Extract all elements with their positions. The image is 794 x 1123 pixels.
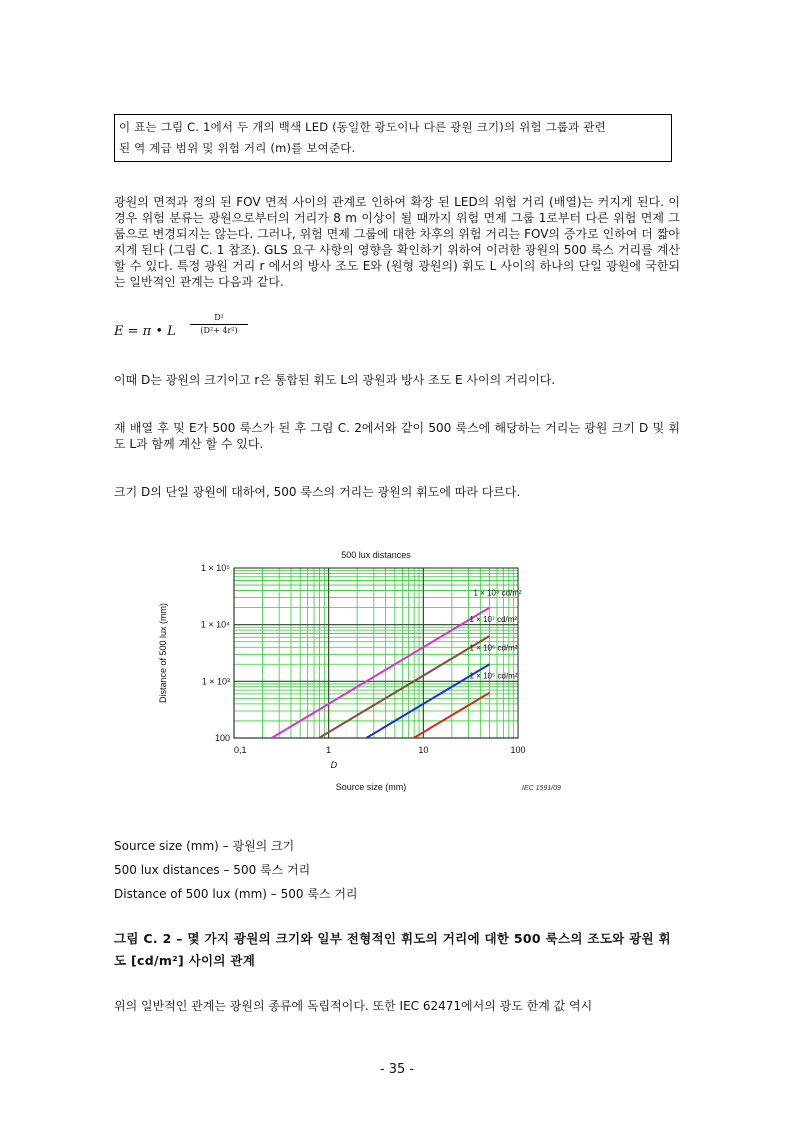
formula-numerator: D² bbox=[214, 313, 224, 322]
y-axis-label: Distance of 500 lux (mm) bbox=[158, 602, 168, 704]
term-line: Source size (mm) – 광원의 크기 bbox=[114, 839, 295, 853]
paragraph-definition: 이때 D는 광원의 크기이고 r은 통합된 휘도 L의 광원과 방사 조도 E 사이의 거리이다. bbox=[114, 373, 556, 387]
term-legend bbox=[114, 834, 358, 906]
page-number: - 35 - bbox=[379, 1062, 415, 1077]
y-tick-label: 1 × 10⁵ bbox=[200, 563, 230, 573]
series-label: 1 × 10⁷ cd/m² bbox=[469, 615, 518, 625]
x-tick-label: 100 bbox=[510, 745, 526, 755]
y-tick-label: 100 bbox=[214, 733, 230, 743]
note-line-2: 된 역 계급 범위 및 위험 거리 (m)를 보여준다. bbox=[119, 141, 356, 155]
x-tick-label: 1 bbox=[326, 745, 332, 755]
series-label: 1 × 10⁶ cd/m² bbox=[469, 643, 518, 653]
formula-denominator: (D²+ 4r²) bbox=[200, 326, 238, 335]
x-axis-label: Source size (mm) bbox=[335, 782, 407, 792]
x-tick-label: 0,1 bbox=[234, 745, 247, 755]
term-line: Distance of 500 lux (mm) – 500 룩스 거리 bbox=[114, 887, 358, 901]
formula-fraction bbox=[188, 312, 250, 337]
series-label: 1 × 10⁵ cd/m² bbox=[469, 671, 518, 681]
paragraph-single-source: 크기 D의 단일 광원에 대하여, 500 룩스의 거리는 광원의 휘도에 따라 다르다. bbox=[114, 485, 521, 499]
paragraph-fov: 광원의 면적과 정의 된 FOV 면적 사이의 관계로 인하여 확장 된 LED의 위험 거리 (배열)는 커지게 된다. 이 경우 위험 분류는 광원으로부터의 거리가 8 m 이상이 될 때까지 위험 면제 그룹 1로부터 다른 위험 면제 그룹으로 변경되지는 않는다. 그러나, 위험 면제 그룹에 대한 차후의 위험 거리는 FOV의 증가로 인하여 더 짧아지게 된다 (그림 C. 1 참조). GLS 요구 사항의 영향을 확인하기 위하여 이러한 광원의 500 룩스 거리를 계산 할 수 있다. 특정 광원 거리 r 에서의 방사 조도 E와 (원형 광원의) 휘도 L 사이의 하나의 단일 광원에 국한되는 일반적인 관계는 다음과 같다. bbox=[114, 195, 680, 289]
note-box bbox=[114, 114, 672, 162]
y-tick-label: 1 × 10³ bbox=[201, 676, 230, 687]
formula bbox=[114, 312, 314, 346]
chart-container bbox=[150, 540, 590, 800]
chart-title: 500 lux distances bbox=[341, 550, 411, 560]
term-line: 500 lux distances – 500 룩스 거리 bbox=[114, 863, 311, 877]
paragraph-independence: 위의 일반적인 관계는 광원의 종류에 독립적이다. 또한 IEC 62471에서의 광도 한계 값 역시 bbox=[114, 999, 593, 1013]
x-axis-symbol: D bbox=[330, 760, 338, 770]
figure-caption: 그림 C. 2 – 몇 가지 광원의 크기와 일부 전형적인 휘도의 거리에 대한 500 룩스의 조도와 광원 휘도 [cd/m²] 사이의 관계 bbox=[114, 931, 671, 968]
lux-distance-chart bbox=[150, 540, 590, 800]
y-tick-label: 1 × 10⁴ bbox=[200, 619, 230, 630]
formula-lhs: E = π • L bbox=[114, 324, 176, 339]
iec-figure-code: IEC 1591/09 bbox=[522, 785, 561, 792]
series-label: 1 × 10⁸ cd/m² bbox=[473, 588, 522, 598]
x-tick-label: 10 bbox=[418, 745, 429, 755]
paragraph-rearrange: 재 배열 후 및 E가 500 룩스가 된 후 그림 C. 2에서와 같이 500 룩스에 해당하는 거리는 광원 크기 D 및 휘도 L과 함께 계산 할 수 있다. bbox=[114, 421, 680, 451]
note-line-1: 이 표는 그림 C. 1에서 두 개의 백색 LED (동일한 광도이나 다른 광원 크기)의 위험 그룹과 관련 bbox=[119, 120, 606, 134]
